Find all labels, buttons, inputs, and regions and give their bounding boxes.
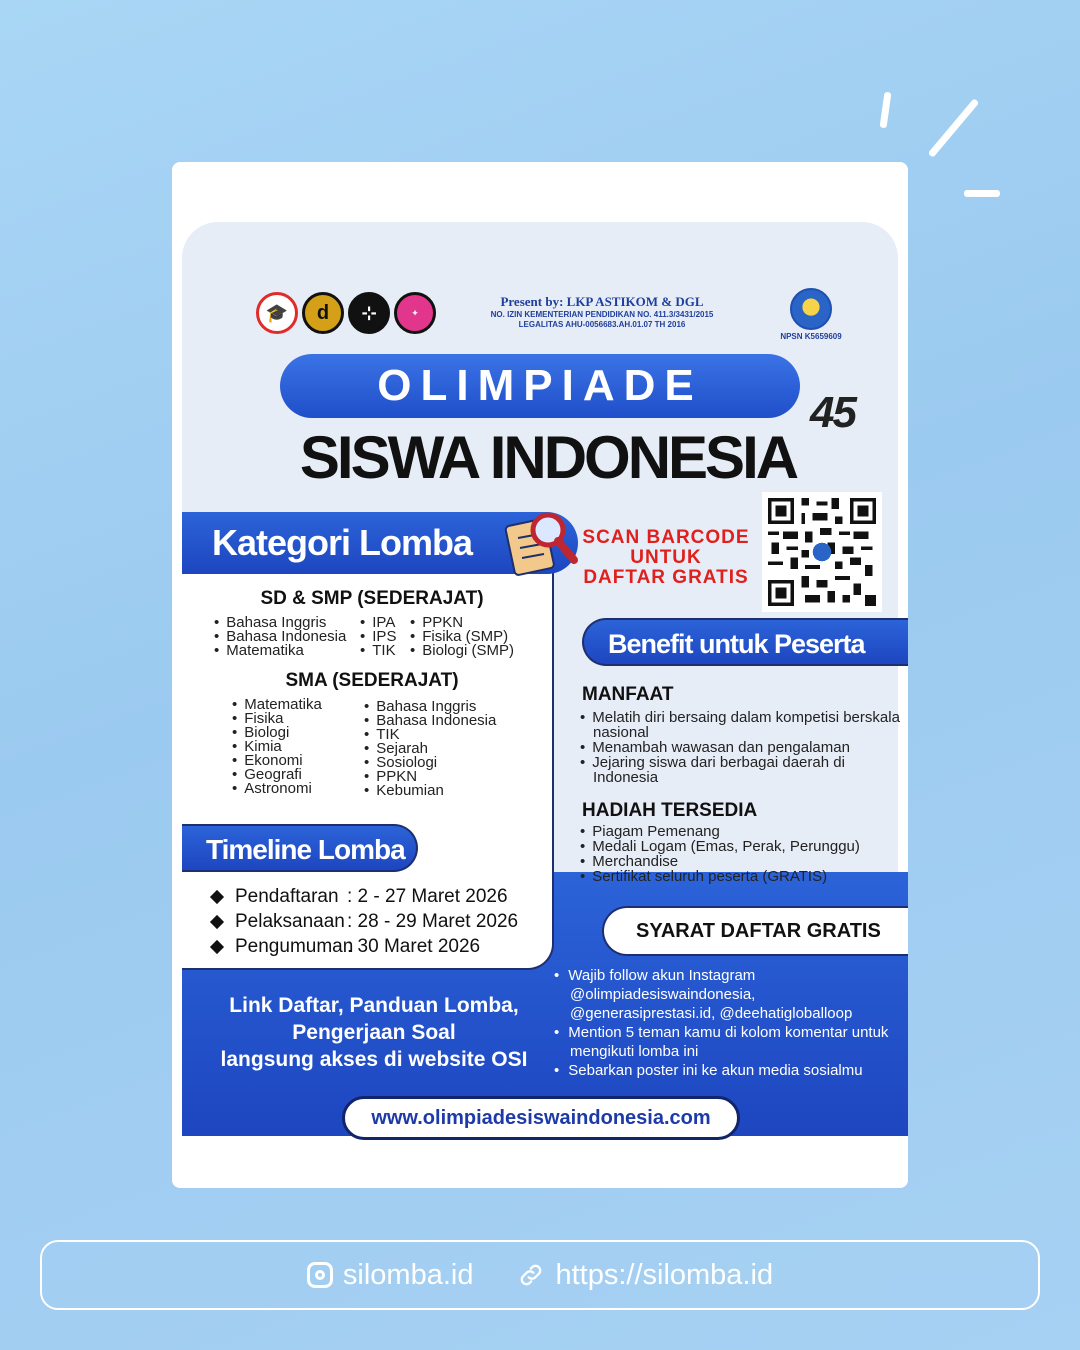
decor-spark <box>880 92 892 129</box>
instagram-link[interactable] <box>307 1259 474 1292</box>
list-item: • Kebumian <box>364 784 496 798</box>
kategori-banner: Kategori Lomba <box>182 512 578 574</box>
dgl-logo: d <box>302 292 344 334</box>
list-item: • Mention 5 teman kamu di kolom komentar untuk mengikuti lomba ini <box>554 1023 904 1061</box>
list-item: • Piagam Pemenang <box>580 824 900 839</box>
instagram-handle: silomba.id <box>342 1258 474 1291</box>
list-item: • Menambah wawasan dan pengalaman <box>580 740 900 755</box>
decor-spark <box>928 98 980 158</box>
list-item: • Matematika <box>232 698 322 712</box>
sd-smp-list-1 <box>214 616 346 658</box>
link-line: langsung akses di website OSI <box>220 1048 528 1071</box>
graduation-cap-icon: 🎓 <box>256 292 298 334</box>
manfaat-list <box>580 710 900 785</box>
asti-kids-logo: ✦ <box>394 292 436 334</box>
list-item: • Sertifikat seluruh peserta (GRATIS) <box>580 869 900 884</box>
instagram-icon <box>307 1262 333 1288</box>
present-by: Present by: LKP ASTIKOM & DGL <box>500 294 704 309</box>
edition-number: 45 <box>810 388 855 437</box>
siswa-indonesia-title: SISWA INDONESIA <box>299 424 797 491</box>
list-item: • PPKN <box>410 616 514 630</box>
diamond-bullet-icon <box>210 914 224 928</box>
list-item: • IPA <box>360 616 396 630</box>
list-item: • Bahasa Inggris <box>364 700 496 714</box>
list-item: • Fisika (SMP) <box>410 630 514 644</box>
list-item: • Wajib follow akun Instagram @olimpiadesiswaindonesia, @generasiprestasi.id, @deehatigloballoop <box>554 966 904 1023</box>
timeline-value: : 28 - 29 Maret 2026 <box>347 910 519 932</box>
list-item: • Matematika <box>214 644 346 658</box>
list-item: • Bahasa Inggris <box>214 616 346 630</box>
scan-line: DAFTAR GRATIS <box>583 567 749 588</box>
list-item: • Medali Logam (Emas, Perak, Perunggu) <box>580 839 900 854</box>
website-link[interactable]: www.olimpiadesiswaindonesia.com <box>342 1096 740 1140</box>
benefit-banner: Benefit untuk Peserta <box>582 618 908 666</box>
sd-smp-list-3 <box>410 616 514 658</box>
sma-list-2 <box>364 700 496 798</box>
list-item: • TIK <box>360 644 396 658</box>
magnifier-document-icon <box>504 508 580 580</box>
link-icon <box>517 1261 545 1289</box>
timeline-label: Pendaftaran <box>235 885 339 907</box>
timeline-row <box>212 909 518 934</box>
link-line: Pengerjaan Soal <box>292 1021 456 1044</box>
list-item: • Sejarah <box>364 742 496 756</box>
syarat-title: SYARAT DAFTAR GRATIS <box>602 906 908 956</box>
list-item: • Biologi (SMP) <box>410 644 514 658</box>
list-item: • Jejaring siswa dari berbagai daerah di Indonesia <box>580 755 900 785</box>
sd-smp-title: SD & SMP (SEDERAJAT) <box>260 588 484 609</box>
timeline-list <box>212 884 518 959</box>
list-item: • Astronomi <box>232 782 322 796</box>
scan-line: UNTUK <box>630 547 702 568</box>
tut-wuri-handayani-logo <box>790 288 832 330</box>
list-item: • Sosiologi <box>364 756 496 770</box>
footer-bar <box>40 1240 1040 1310</box>
list-item: • TIK <box>364 728 496 742</box>
partner-logos <box>256 292 436 334</box>
olimpiade-title: OLIMPIADE <box>280 354 800 418</box>
scan-line: SCAN BARCODE <box>582 527 750 548</box>
timeline-value: : 2 - 27 Maret 2026 <box>347 885 508 907</box>
timeline-banner: Timeline Lomba <box>182 824 418 872</box>
list-item: • PPKN <box>364 770 496 784</box>
list-item: • Bahasa Indonesia <box>214 630 346 644</box>
sma-list-1 <box>232 698 322 796</box>
timeline-row <box>212 884 518 909</box>
list-item: • Geografi <box>232 768 322 782</box>
contact-person: CP: Kak OSI +62 812-1658-8802 (WA) <box>362 1150 728 1173</box>
izin-number: NO. IZIN KEMENTERIAN PENDIDIKAN NO. 411.3/3431/2015 <box>490 310 714 319</box>
qr-code[interactable] <box>762 492 882 612</box>
list-item: • Kimia <box>232 740 322 754</box>
list-item: • Ekonomi <box>232 754 322 768</box>
list-item: • Melatih diri bersaing dalam kompetisi berskala nasional <box>580 710 900 740</box>
list-item: • Sebarkan poster ini ke akun media sosialmu <box>554 1061 904 1080</box>
list-item: • Biologi <box>232 726 322 740</box>
timeline-value: : 30 Maret 2026 <box>347 935 481 957</box>
poster <box>182 222 908 1173</box>
timeline-label: Pengumuman <box>235 935 354 957</box>
list-item: • Bahasa Indonesia <box>364 714 496 728</box>
scan-barcode-text <box>578 528 754 588</box>
npsn-number: NPSN K5659609 <box>780 332 842 341</box>
npsn-block <box>766 288 856 341</box>
list-item: • Fisika <box>232 712 322 726</box>
link-info <box>192 992 556 1073</box>
qr-code-icon <box>768 498 876 606</box>
list-item: • IPS <box>360 630 396 644</box>
diamond-bullet-icon <box>210 889 224 903</box>
organizer-info <box>452 294 752 330</box>
decor-spark <box>964 190 1000 197</box>
website-url: https://silomba.id <box>555 1258 774 1291</box>
diamond-bullet-icon <box>210 939 224 953</box>
hadiah-list <box>580 824 900 884</box>
timeline-label: Pelaksanaan <box>235 910 345 932</box>
astikom-logo: ⊹ <box>348 292 390 334</box>
legalitas-number: LEGALITAS AHU-0056683.AH.01.07 TH 2016 <box>518 320 686 329</box>
poster-card <box>172 162 908 1188</box>
sd-smp-list-2 <box>360 616 396 658</box>
list-item: • Merchandise <box>580 854 900 869</box>
syarat-list <box>554 966 904 1080</box>
timeline-row <box>212 934 518 959</box>
website-footer-link[interactable] <box>517 1259 773 1292</box>
manfaat-title: MANFAAT <box>582 684 674 705</box>
link-line: Link Daftar, Panduan Lomba, <box>229 994 519 1017</box>
hadiah-title: HADIAH TERSEDIA <box>582 800 758 821</box>
sma-title: SMA (SEDERAJAT) <box>285 670 459 691</box>
